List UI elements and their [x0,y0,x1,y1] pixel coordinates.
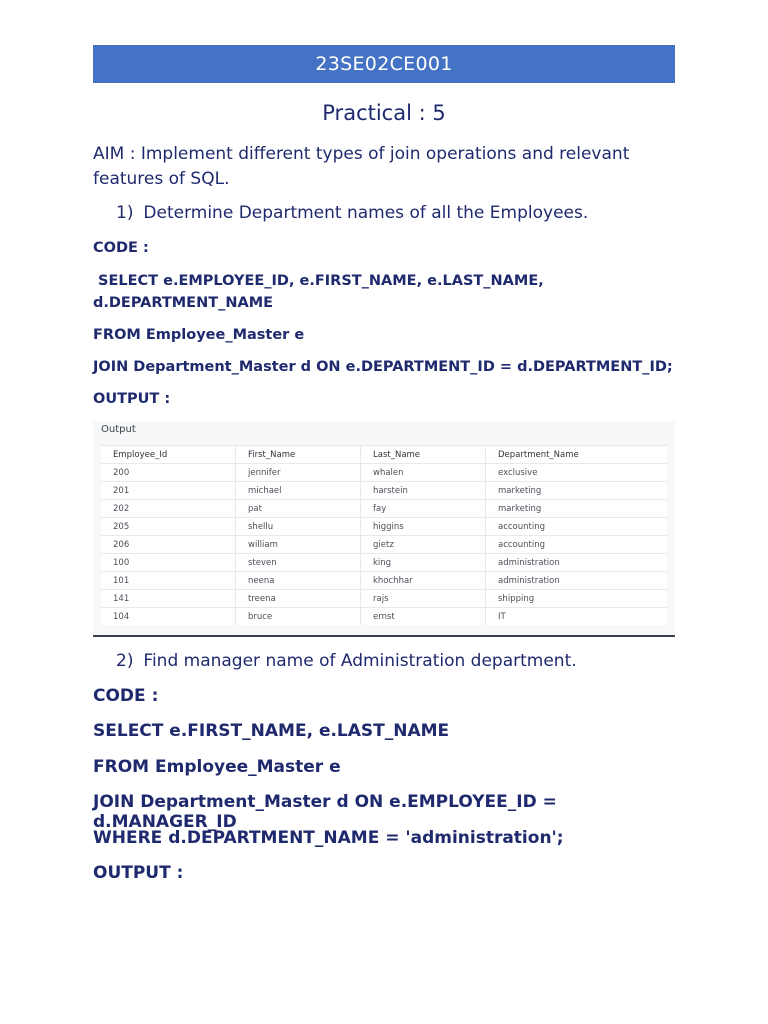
cell-last-name: khochhar [361,572,486,590]
question-2-number: 2) [116,651,134,671]
cell-last-name: fay [361,500,486,518]
cell-department-name: marketing [486,482,668,500]
cell-employee-id: 201 [101,482,236,500]
cell-last-name: rajs [361,590,486,608]
cell-first-name: jennifer [236,464,361,482]
column-header-employee-id: Employee_Id [101,446,236,464]
aim-statement: AIM : Implement different types of join operations and relevant features of SQL. [93,144,630,189]
q2-output-label: OUTPUT : [93,863,184,883]
cell-last-name: harstein [361,482,486,500]
table-header-row [101,446,667,464]
question-1-number: 1) [116,203,134,223]
cell-last-name: king [361,554,486,572]
cell-first-name: neena [236,572,361,590]
cell-first-name: steven [236,554,361,572]
student-id-text: 23SE02CE001 [315,53,453,75]
table-row [101,464,667,482]
q1-output-table [101,445,667,625]
cell-employee-id: 141 [101,590,236,608]
column-header-last-name: Last_Name [361,446,486,464]
table-row [101,572,667,590]
cell-employee-id: 206 [101,536,236,554]
question-1 [116,203,588,223]
table-row [101,500,667,518]
cell-last-name: gietz [361,536,486,554]
q1-code-line-3: FROM Employee_Master e [93,327,305,343]
q2-code-label: CODE : [93,686,159,706]
column-header-department-name: Department_Name [486,446,668,464]
cell-department-name: marketing [486,500,668,518]
cell-last-name: higgins [361,518,486,536]
cell-department-name: accounting [486,518,668,536]
cell-first-name: treena [236,590,361,608]
column-header-first-name: First_Name [236,446,361,464]
q2-code-line-4: WHERE d.DEPARTMENT_NAME = 'administration'; [93,828,564,848]
cell-department-name: administration [486,572,668,590]
table-row [101,590,667,608]
cell-first-name: bruce [236,608,361,626]
output-panel-label: Output [101,424,136,435]
cell-employee-id: 205 [101,518,236,536]
table-row [101,536,667,554]
table-row [101,518,667,536]
q1-output-panel [93,421,675,637]
cell-department-name: IT [486,608,668,626]
question-2-text: Find manager name of Administration department. [143,651,577,671]
table-row [101,608,667,626]
cell-department-name: exclusive [486,464,668,482]
cell-first-name: michael [236,482,361,500]
question-2 [116,651,577,671]
q1-code-line-1: SELECT e.EMPLOYEE_ID, e.FIRST_NAME, e.LAST_NAME, [93,273,544,289]
q1-code-line-2: d.DEPARTMENT_NAME [93,295,274,311]
cell-department-name: shipping [486,590,668,608]
student-id-banner [93,45,675,83]
cell-first-name: william [236,536,361,554]
cell-department-name: accounting [486,536,668,554]
q2-code-line-2: FROM Employee_Master e [93,757,341,777]
q2-code-line-3: JOIN Department_Master d ON e.EMPLOYEE_ID = d.MANAGER_ID [93,792,557,832]
cell-first-name: shellu [236,518,361,536]
table-row [101,482,667,500]
cell-employee-id: 101 [101,572,236,590]
cell-last-name: ernst [361,608,486,626]
table-row [101,554,667,572]
cell-employee-id: 202 [101,500,236,518]
q2-code-line-1: SELECT e.FIRST_NAME, e.LAST_NAME [93,721,450,741]
q1-code-line-4: JOIN Department_Master d ON e.DEPARTMENT_ID = d.DEPARTMENT_ID; [93,359,673,375]
page-title: Practical : 5 [322,101,446,125]
question-1-text: Determine Department names of all the Employees. [143,203,589,223]
q1-output-label: OUTPUT : [93,391,171,407]
cell-last-name: whalen [361,464,486,482]
cell-employee-id: 200 [101,464,236,482]
cell-employee-id: 100 [101,554,236,572]
cell-first-name: pat [236,500,361,518]
cell-department-name: administration [486,554,668,572]
q1-code-label: CODE : [93,240,149,256]
cell-employee-id: 104 [101,608,236,626]
